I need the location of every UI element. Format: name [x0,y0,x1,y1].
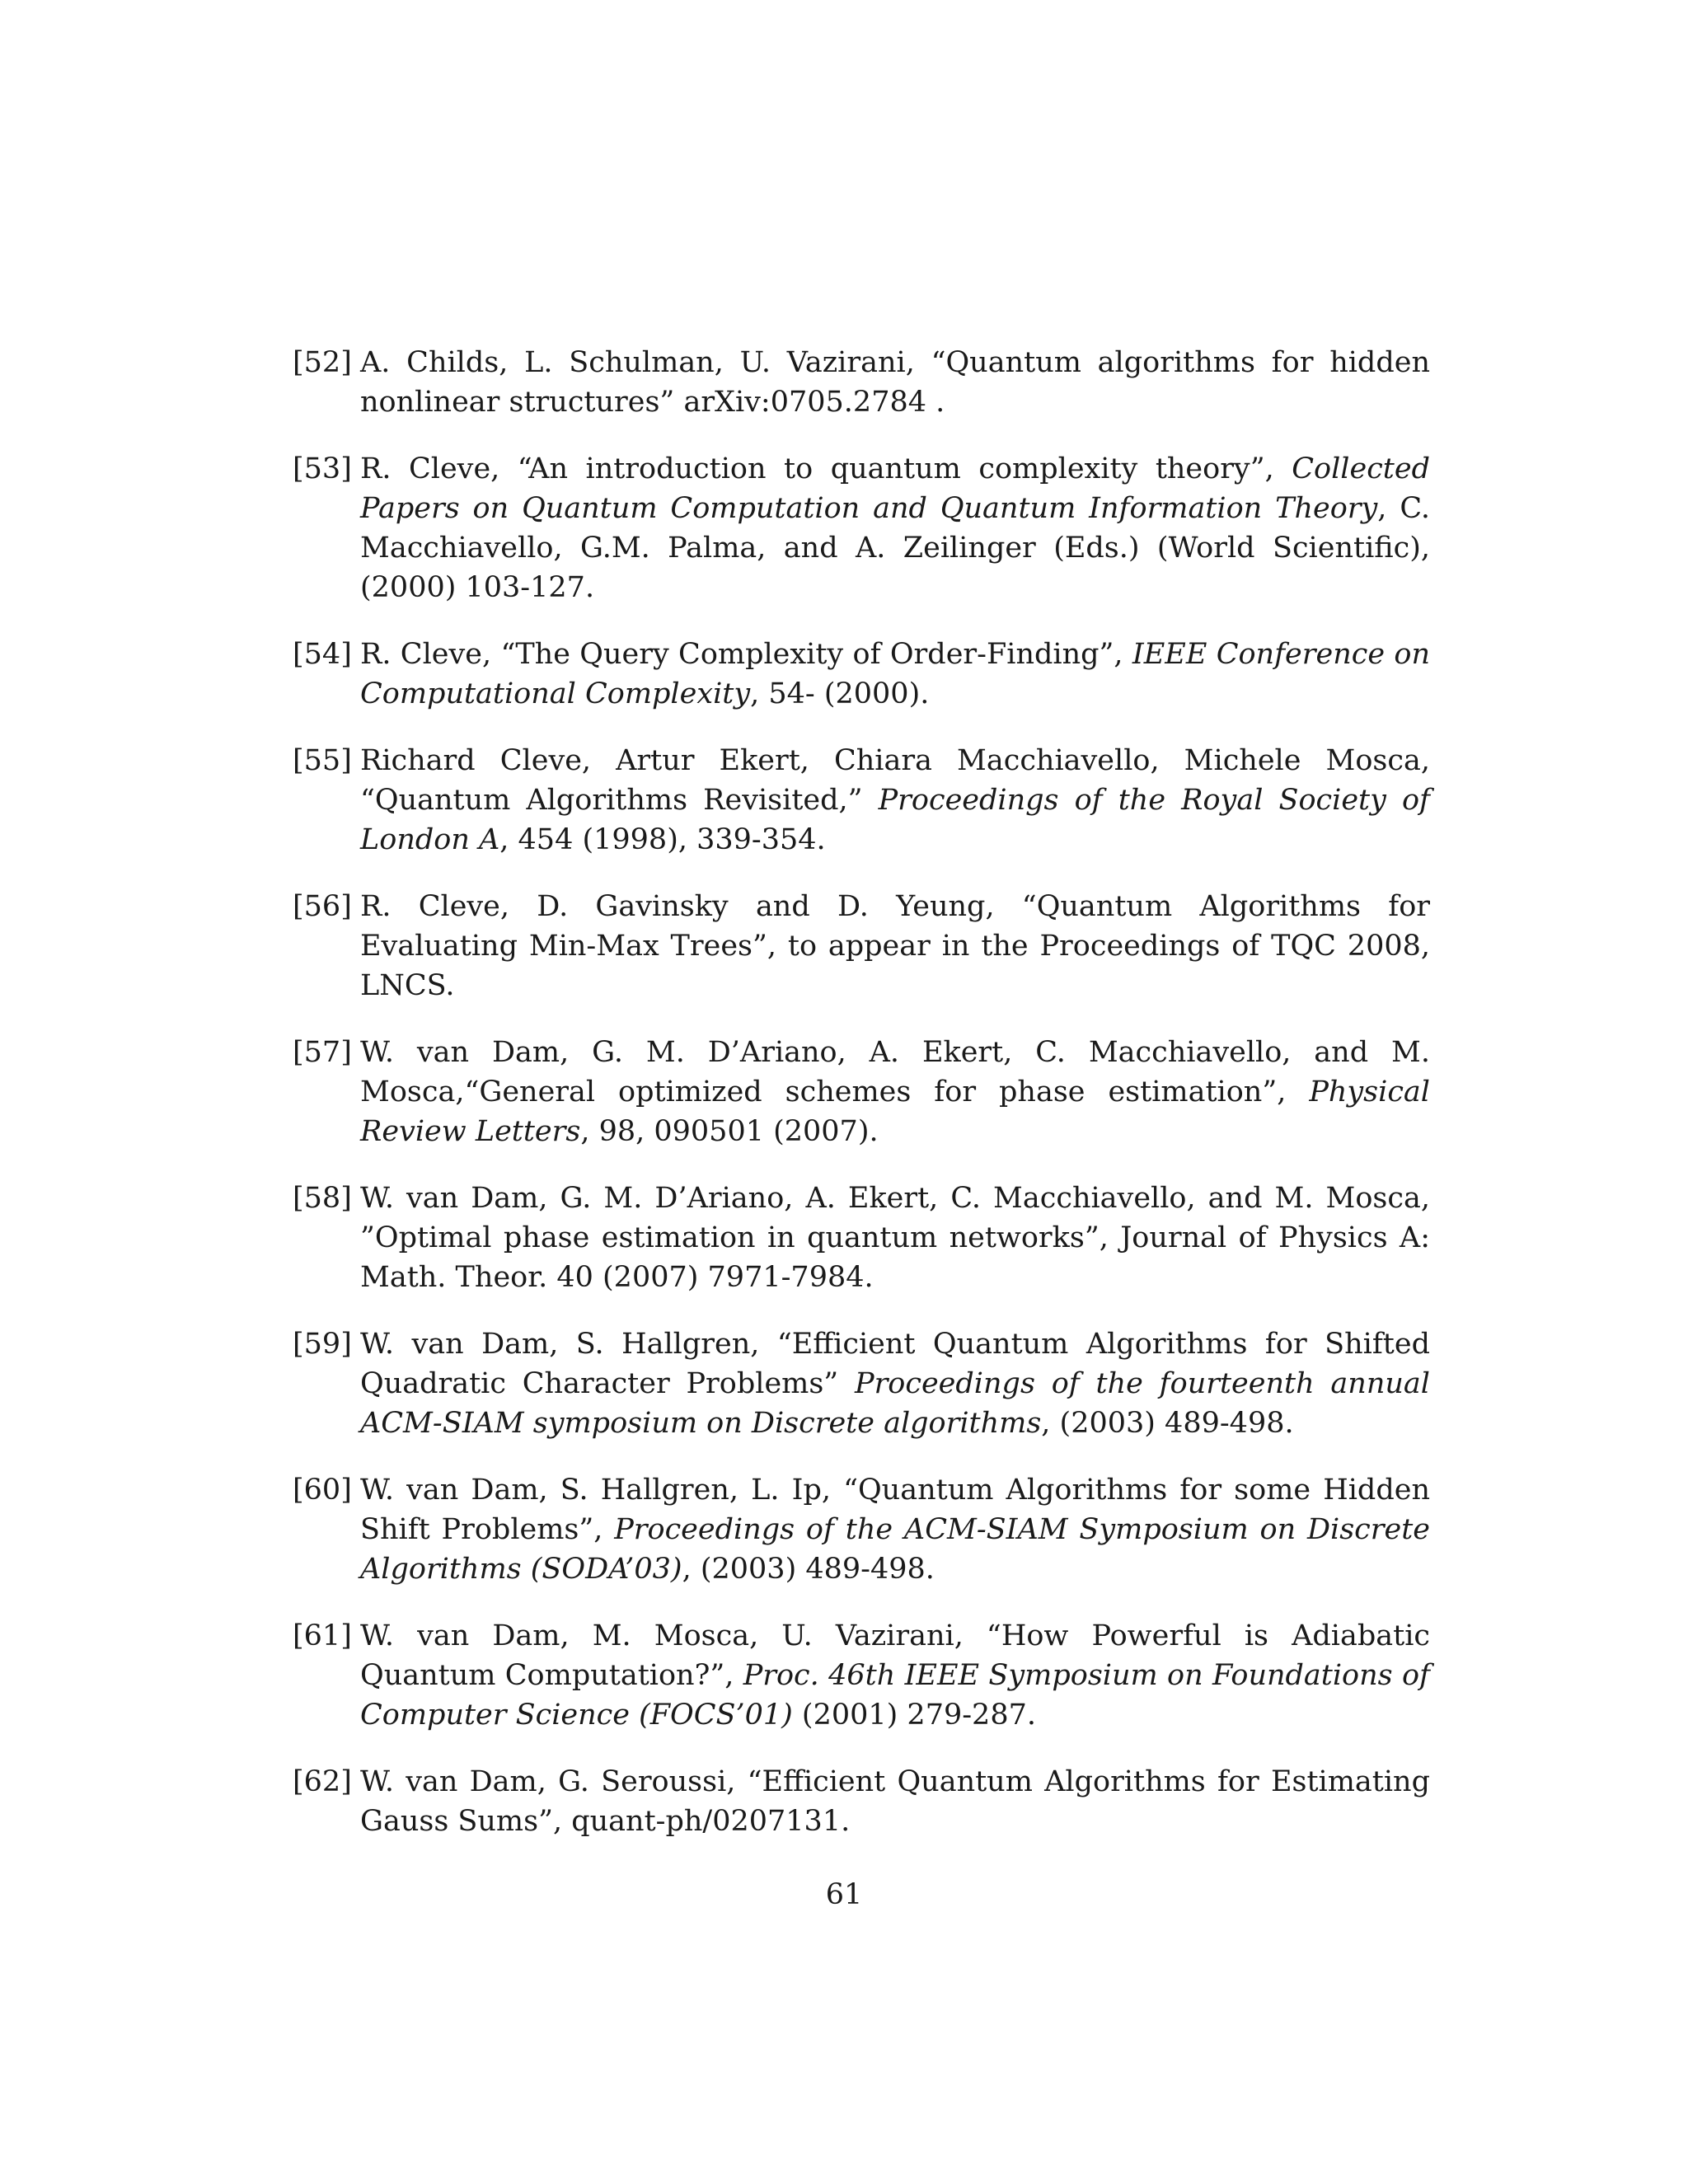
page-number: 61 [825,1878,863,1911]
reference-segment: W. van Dam, G. M. D’Ariano, A. Ekert, C. Macchiavello, and M. Mosca,“General optimized schemes for phase estimation”, [360,1036,1430,1108]
reference-segment: , (2003) 489-498. [1041,1407,1294,1440]
reference-venue: Physical Review Letters [360,1076,1430,1148]
reference-segment: Richard Cleve, Artur Ekert, Chiara Macchiavello, Michele Mosca, “Quantum Algorithms Revisited,” [360,744,1430,817]
reference-number: [56] [293,890,352,923]
reference-segment: , (2003) 489-498. [682,1553,935,1586]
reference-number: [58] [293,1182,352,1215]
reference-text [360,449,1430,607]
reference-text [360,343,1430,422]
reference-entry [293,1762,1430,1841]
reference-entry [293,1470,1430,1589]
reference-entry [293,343,1430,422]
reference-text [360,1470,1430,1589]
reference-text [360,1033,1430,1151]
reference-segment: W. van Dam, G. M. D’Ariano, A. Ekert, C. Macchiavello, and M. Mosca, ”Optimal phase estimation in quantum networks”, Journal of Physics A: Math. Theor. 40 (2007) 7971-7984. [360,1182,1430,1294]
reference-text [360,1179,1430,1297]
reference-number: [53] [293,452,352,485]
reference-venue: Proceedings of the fourteenth annual ACM-SIAM symposium on Discrete algorithms [360,1367,1430,1440]
reference-segment: W. van Dam, S. Hallgren, L. Ip, “Quantum Algorithms for some Hidden Shift Problems”, [360,1474,1430,1546]
reference-segment: W. van Dam, G. Seroussi, “Efficient Quantum Algorithms for Estimating Gauss Sums”, quant-ph/0207131. [360,1765,1430,1838]
reference-venue: Collected Papers on Quantum Computation and Quantum Information Theory [360,452,1430,525]
reference-number: [55] [293,744,352,777]
reference-number: [62] [293,1765,352,1798]
reference-segment: , 454 (1998), 339-354. [499,823,826,856]
reference-text [360,1616,1430,1735]
reference-segment: , 98, 090501 (2007). [580,1115,879,1148]
reference-number: [52] [293,346,352,379]
reference-text [360,1324,1430,1443]
reference-segment: , 54- (2000). [750,677,930,710]
reference-segment: (2001) 279-287. [792,1699,1036,1732]
reference-segment: W. van Dam, S. Hallgren, “Efficient Quantum Algorithms for Shifted Quadratic Character Problems” [360,1328,1430,1400]
reference-entry [293,1616,1430,1735]
reference-segment: W. van Dam, M. Mosca, U. Vazirani, “How Powerful is Adiabatic Quantum Computation?”, [360,1619,1430,1692]
reference-number: [54] [293,638,352,671]
reference-venue: Proceedings of the Royal Society of London A [360,784,1430,856]
reference-entry [293,1324,1430,1443]
reference-text [360,887,1430,1005]
reference-number: [61] [293,1619,352,1652]
reference-entry [293,449,1430,607]
reference-segment: , C. Macchiavello, G.M. Palma, and A. Zeilinger (Eds.) (World Scientific), (2000) 103-127. [360,492,1430,604]
reference-entry [293,1179,1430,1297]
reference-venue: Proc. 46th IEEE Symposium on Foundations of Computer Science (FOCS’01) [360,1659,1430,1732]
reference-list [293,343,1430,1868]
reference-segment: R. Cleve, D. Gavinsky and D. Yeung, “Quantum Algorithms for Evaluating Min-Max Trees”, to appear in the Proceedings of TQC 2008, LNCS. [360,890,1430,1002]
reference-number: [59] [293,1328,352,1361]
reference-entry [293,741,1430,860]
reference-venue: Proceedings of the ACM-SIAM Symposium on Discrete Algorithms (SODA’03) [360,1513,1430,1586]
reference-text [360,635,1430,714]
reference-text [360,741,1430,860]
reference-entry [293,1033,1430,1151]
reference-venue: IEEE Conference on Computational Complexity [360,638,1431,710]
reference-segment: R. Cleve, “The Query Complexity of Order-Finding”, [360,638,1132,671]
reference-number: [60] [293,1474,352,1507]
reference-number: [57] [293,1036,352,1069]
reference-entry [293,635,1430,714]
reference-text [360,1762,1430,1841]
reference-segment: A. Childs, L. Schulman, U. Vazirani, “Quantum algorithms for hidden nonlinear structures” arXiv:0705.2784 . [360,346,1430,419]
reference-segment: R. Cleve, “An introduction to quantum complexity theory”, [360,452,1292,485]
reference-entry [293,887,1430,1005]
